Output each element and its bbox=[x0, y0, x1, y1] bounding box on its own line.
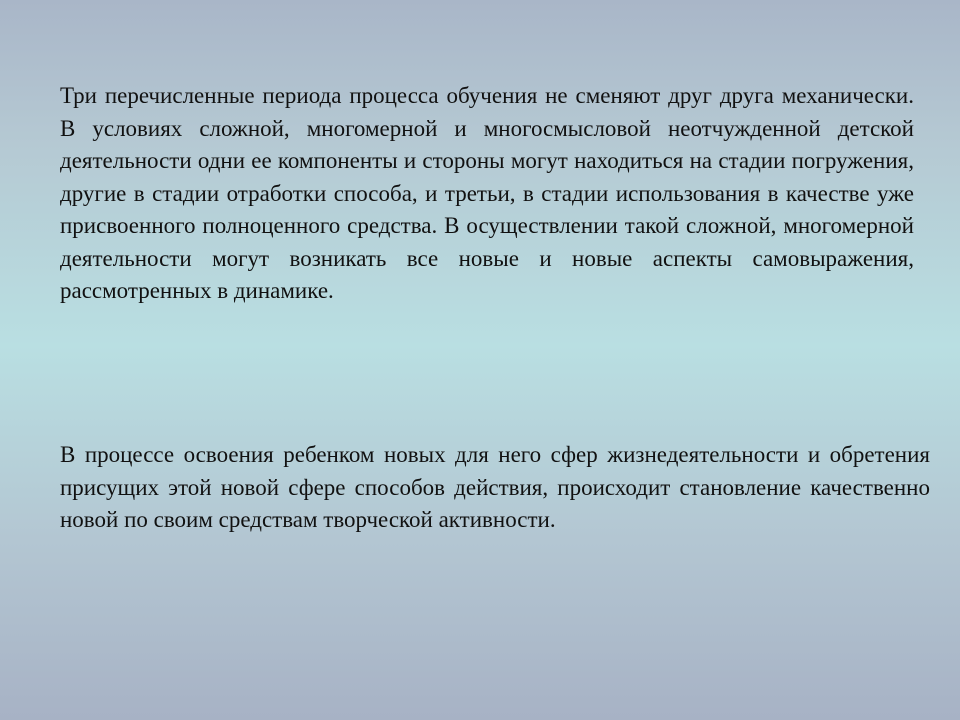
text-paragraph-periods: Три перечисленные периода процесса обучения не сменяют друг друга механически. В условиях сложной, многомерной и многосмысловой неотчужденной детской деятельности одни ее компоненты и стороны могут находиться на стадии погружения, другие в стадии отработки способа, и третьи, в стадии использования в качестве уже присвоенного полноценного средства. В осуществлении такой сложной, многомерной деятельности могут возникать все новые и новые аспекты самовыражения, рассмотренных в динамике. bbox=[60, 83, 914, 303]
text-paragraph-creative-activity: В процессе освоения ребенком новых для него сфер жизнедеятельности и обретения присущих этой новой сфере способов действия, происходит становление качественно новой по своим средствам творческой активности. bbox=[60, 442, 930, 532]
